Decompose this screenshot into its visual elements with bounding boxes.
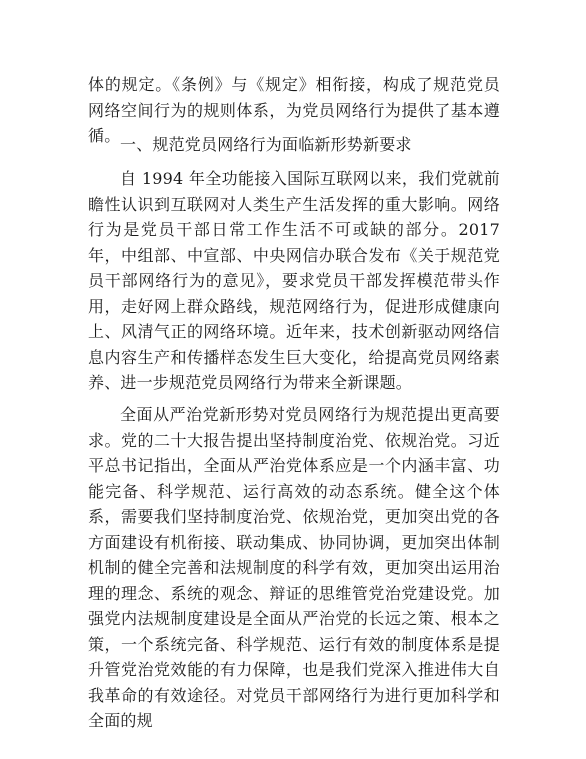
paragraph-continuation: 体的规定。《条例》与《规定》相衔接，构成了规范党员网络空间行为的规则体系，为党员网络行为提供了基本遵循。 [88, 75, 500, 145]
paragraph-party-governance: 全面从严治党新形势对党员网络行为规范提出更高要求。党的二十大报告提出坚持制度治党、依规治党。习近平总书记指出，全面从严治党体系应是一个内涵丰富、功能完备、科学规范、运行高效的动态系统。健全这个体系，需要我们坚持制度治党、依规治党，更加突出党的各方面建设有机衔接、联动集成、协同协调，更加突出体制机制的健全完善和法规制度的科学有效，更加突出运用治理的理念、系统的观念、辩证的思维管党治党建设党。加强党内法规制度建设是全面从严治党的长远之策、根本之策，一个系统完备、科学规范、运行有效的制度体系是提升管党治党效能的有力保障，也是我们党深入推进伟大自我革命的有效途径。对党员干部网络行为进行更加科学和全面的规 [88, 405, 500, 730]
paragraph-internet-history: 自 1994 年全功能接入国际互联网以来，我们党就前瞻性认识到互联网对人类生产生活发挥的重大影响。网络行为是党员干部日常工作生活不可或缺的部分。2017 年，中组部、中宣部、中央网信办联合发布《关于规范党员干部网络行为的意见》，要求党员干部发挥模范带头作用，走好网上群众路线，规范网络行为，促进形成健康向上、风清气正的网络环境。近年来，技术创新驱动网络信息内容生产和传播样态发生巨大变化，给提高党员网络素养、进一步规范党员网络行为带来全新课题。 [88, 169, 500, 392]
section-heading: 一、规范党员网络行为面临新形势新要求 [120, 135, 412, 154]
